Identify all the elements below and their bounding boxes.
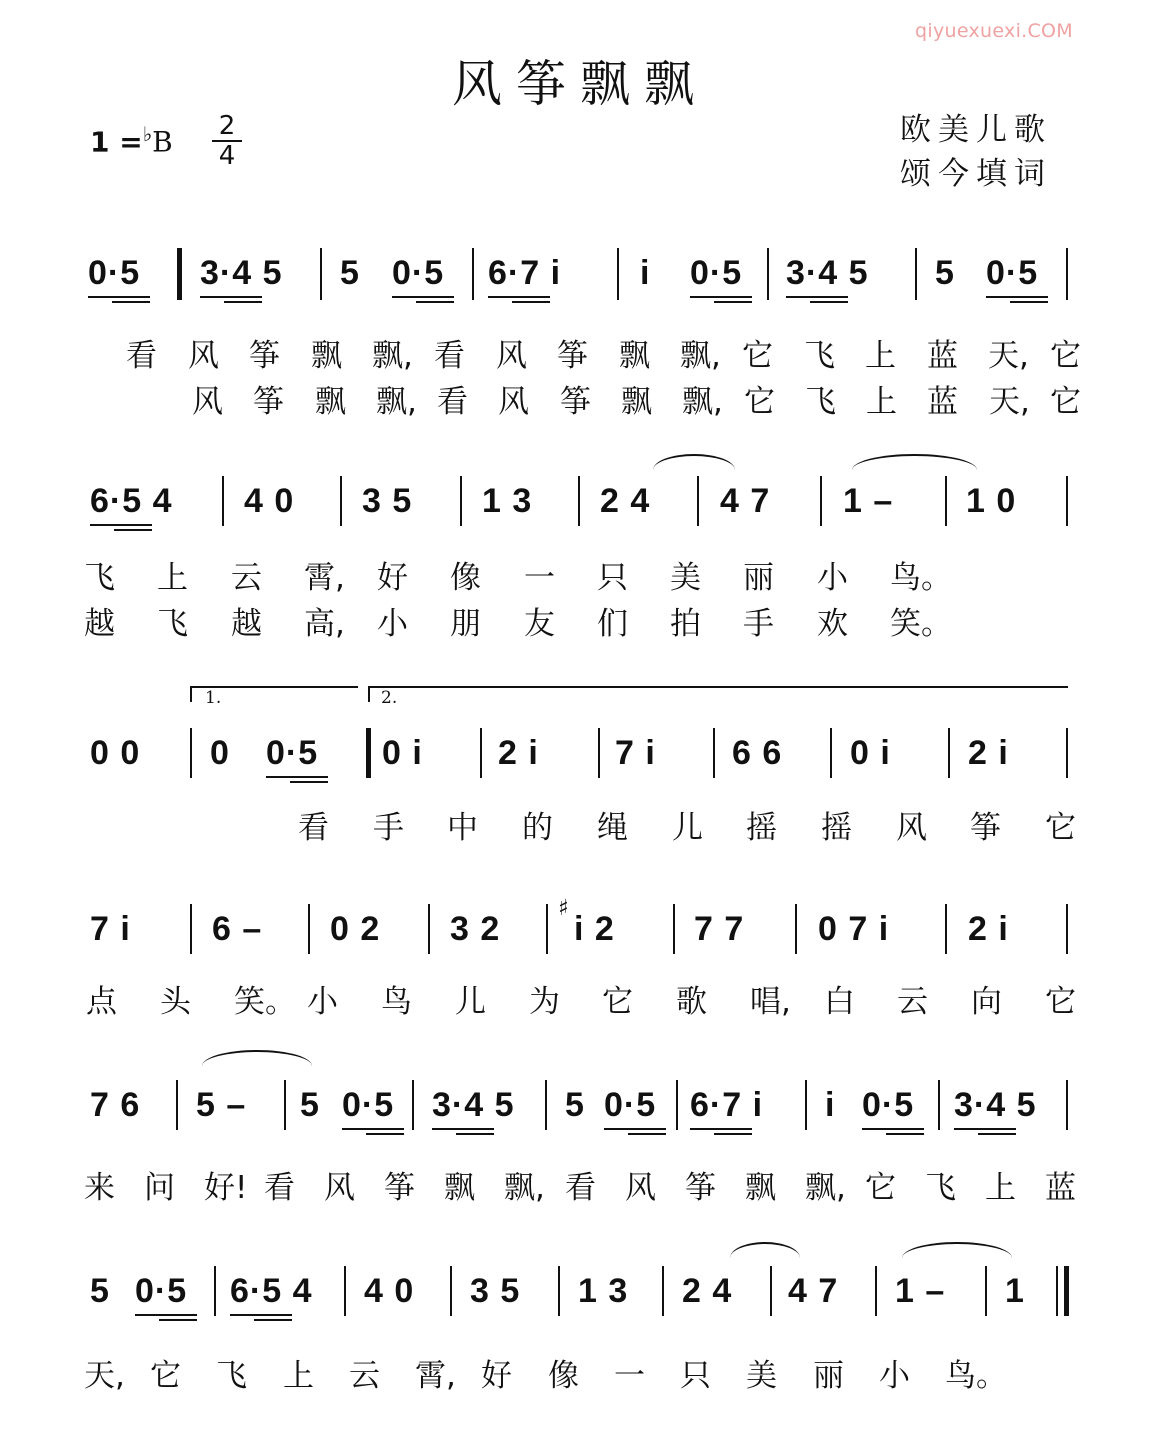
lyric-syllable: 飘,: [376, 384, 417, 420]
sharp-sign: ♯: [558, 896, 569, 921]
note-group: 2 i: [968, 734, 1009, 772]
barline: [428, 904, 430, 954]
lyric-syllable: 飞: [216, 1358, 247, 1394]
lyric-syllable: 飘,: [682, 384, 723, 420]
note-group: 1 –: [895, 1272, 946, 1310]
beam-underline: [159, 1319, 197, 1321]
beam-underline: [230, 1314, 292, 1316]
staff-line-5: [0, 1080, 1160, 1170]
note-group: 2 4: [682, 1272, 733, 1310]
note-group: 4 7: [720, 482, 771, 520]
beam-underline: [488, 296, 550, 298]
barline: [320, 248, 322, 300]
lyric-syllable: 风: [625, 1170, 656, 1206]
note-group: 1 –: [843, 482, 894, 520]
staff-line-6: [0, 1266, 1160, 1356]
note-group: 6·7 i: [488, 254, 562, 292]
note-group: 6 6: [732, 734, 783, 772]
lyric-syllable: 飞: [925, 1170, 956, 1206]
note-group: 1 0: [966, 482, 1017, 520]
beam-underline: [714, 301, 752, 303]
barline: [697, 476, 699, 526]
lyric-syllable: 越: [231, 606, 262, 642]
barline: [948, 728, 950, 778]
lyric-syllable: 天,: [989, 384, 1030, 420]
lyric-syllable: 上: [985, 1170, 1016, 1206]
lyric-syllable: 好!: [204, 1170, 248, 1206]
lyric-syllable: 风: [498, 384, 529, 420]
lyric-syllable: 鸟。: [890, 560, 952, 596]
note-group: 0·5: [342, 1086, 395, 1124]
lyric-syllable: 筝: [685, 1170, 716, 1206]
lyric-syllable: 鸟: [381, 984, 412, 1020]
lyric-syllable: 像: [450, 560, 481, 596]
barline: [545, 1080, 547, 1130]
note-group: 5: [340, 254, 360, 292]
lyric-syllable: 头: [160, 984, 191, 1020]
lyric-syllable: 笑。: [890, 606, 952, 642]
barline: [460, 476, 462, 526]
beam-underline: [714, 1133, 752, 1135]
lyric-syllable: 为: [529, 984, 560, 1020]
flat-sign: ♭: [142, 122, 153, 146]
lyric-syllable: 它: [602, 984, 633, 1020]
barline: [1066, 728, 1068, 778]
lyric-syllable: 丽: [813, 1358, 844, 1394]
note-group: 3·4 5: [954, 1086, 1037, 1124]
note-group: 0·5: [266, 734, 319, 772]
beam-underline: [200, 296, 262, 298]
note-group: 3 2: [450, 910, 501, 948]
key-signature: [90, 122, 173, 158]
lyric-syllable: 歌: [676, 984, 707, 1020]
beam-underline: [456, 1133, 494, 1135]
composer-credit: 欧美儿歌: [900, 112, 1052, 148]
lyric-syllable: 向: [971, 984, 1002, 1020]
note-group: 5 –: [196, 1086, 247, 1124]
time-bottom: 4: [218, 141, 236, 171]
barline: [1066, 248, 1068, 300]
note-group: 0·5: [690, 254, 743, 292]
note-group: 0 i: [382, 734, 423, 772]
beam-underline: [512, 301, 550, 303]
barline: [214, 1266, 216, 1316]
barline: [340, 476, 342, 526]
barline: [308, 904, 310, 954]
lyric-syllable: 美: [670, 560, 701, 596]
lyric-syllable: 飞: [84, 560, 115, 596]
beam-underline: [886, 1133, 924, 1135]
lyric-syllable: 来: [84, 1170, 115, 1206]
beam-underline: [254, 1319, 292, 1321]
lyric-syllable: 白: [824, 984, 855, 1020]
barline: [344, 1266, 346, 1316]
note-group: 3·4 5: [786, 254, 869, 292]
key-prefix: 1 =: [90, 125, 143, 159]
note-group: i 2: [574, 910, 615, 948]
barline: [945, 904, 947, 954]
beam-underline: [432, 1128, 494, 1130]
barline: [915, 248, 917, 300]
lyric-syllable: 飞: [157, 606, 188, 642]
lyric-syllable: 筝: [557, 338, 588, 374]
staff-line-1: [0, 248, 1160, 338]
note-group: 1: [1005, 1272, 1025, 1310]
lyric-syllable: 丽: [743, 560, 774, 596]
lyric-syllable: 儿: [455, 984, 486, 1020]
lyric-syllable: 手: [373, 810, 404, 846]
lyric-syllable: 它: [1045, 810, 1076, 846]
final-barline-thick: [1064, 1266, 1069, 1316]
lyric-syllable: 飘: [444, 1170, 475, 1206]
beam-underline: [290, 781, 328, 783]
barline: [830, 728, 832, 778]
lyric-syllable: 云: [231, 560, 262, 596]
lyric-syllable: 拍: [670, 606, 701, 642]
beam-underline: [954, 1128, 1016, 1130]
lyric-syllable: 上: [866, 384, 897, 420]
lyric-syllable: 蓝: [1045, 1170, 1076, 1206]
lyric-syllable: 它: [742, 338, 773, 374]
barline: [676, 1080, 678, 1130]
note-group: 6·5 4: [230, 1272, 313, 1310]
note-group: 0: [210, 734, 230, 772]
lyricist-credit: 颂今填词: [900, 156, 1052, 192]
lyric-syllable: 飘: [315, 384, 346, 420]
lyric-syllable: 上: [157, 560, 188, 596]
beam-underline: [224, 301, 262, 303]
barline: [805, 1080, 807, 1130]
barline: [598, 728, 600, 778]
note-group: 5: [90, 1272, 110, 1310]
lyric-syllable: 筝: [384, 1170, 415, 1206]
lyric-syllable: 小: [879, 1358, 910, 1394]
lyric-syllable: 蓝: [927, 384, 958, 420]
second-ending-label: 2.: [381, 688, 398, 708]
lyric-syllable: 越: [84, 606, 115, 642]
lyric-syllable: 美: [746, 1358, 777, 1394]
lyric-syllable: 好: [481, 1358, 512, 1394]
beam-underline: [690, 1128, 752, 1130]
lyric-syllable: 它: [865, 1170, 896, 1206]
lyric-syllable: 看: [264, 1170, 295, 1206]
lyric-syllable: 好: [377, 560, 408, 596]
note-group: 3 5: [470, 1272, 521, 1310]
beam-underline: [604, 1128, 666, 1130]
lyric-syllable: 问: [144, 1170, 175, 1206]
beam-underline: [416, 301, 454, 303]
note-group: 1 3: [578, 1272, 629, 1310]
note-group: 2 i: [968, 910, 1009, 948]
lyric-syllable: 看: [565, 1170, 596, 1206]
barline: [713, 728, 715, 778]
note-group: i: [825, 1086, 836, 1124]
barline: [578, 476, 580, 526]
lyric-syllable: 它: [1050, 338, 1081, 374]
lyric-syllable: 看: [437, 384, 468, 420]
repeat-end-barline: [366, 728, 371, 778]
barline: [190, 728, 192, 778]
barline: [472, 248, 474, 300]
lyric-syllable: 筝: [253, 384, 284, 420]
lyric-syllable: 友: [524, 606, 555, 642]
beam-underline: [986, 296, 1048, 298]
barline: [1066, 1080, 1068, 1130]
lyric-syllable: 欢: [817, 606, 848, 642]
beam-underline: [1010, 301, 1048, 303]
lyric-syllable: 绳: [597, 810, 628, 846]
second-ending-bracket: [368, 686, 1068, 702]
lyric-syllable: 点: [86, 984, 117, 1020]
barline: [412, 1080, 414, 1130]
note-group: 4 7: [788, 1272, 839, 1310]
barline: [1066, 904, 1068, 954]
note-group: 6·5 4: [90, 482, 173, 520]
barline: [546, 904, 548, 954]
watermark: qiyuexuexi.COM: [915, 20, 1073, 42]
barline: [767, 248, 769, 300]
note-group: 7 6: [90, 1086, 141, 1124]
lyric-syllable: 高,: [304, 606, 345, 642]
beam-underline: [810, 301, 848, 303]
note-group: 6 –: [212, 910, 263, 948]
lyric-syllable: 一: [614, 1358, 645, 1394]
beam-underline: [90, 524, 152, 526]
lyric-syllable: 摇: [821, 810, 852, 846]
lyric-syllable: 飘: [311, 338, 342, 374]
note-group: 5: [935, 254, 955, 292]
lyric-syllable: 蓝: [927, 338, 958, 374]
lyric-syllable: 霄,: [304, 560, 345, 596]
note-group: 1 3: [482, 482, 533, 520]
lyric-syllable: 筝: [560, 384, 591, 420]
barline: [480, 728, 482, 778]
note-group: 5: [300, 1086, 320, 1124]
final-barline-thin: [1056, 1266, 1058, 1316]
lyric-syllable: 鸟。: [945, 1358, 1007, 1394]
beam-underline: [114, 529, 152, 531]
lyric-syllable: 风: [324, 1170, 355, 1206]
lyric-syllable: 唱,: [750, 984, 791, 1020]
note-group: 0·5: [88, 254, 141, 292]
barline: [662, 1266, 664, 1316]
lyric-syllable: 们: [597, 606, 628, 642]
barline: [820, 476, 822, 526]
lyric-syllable: 风: [896, 810, 927, 846]
note-group: 0·5: [604, 1086, 657, 1124]
slur: [653, 454, 735, 470]
note-group: i: [640, 254, 651, 292]
lyric-syllable: 中: [447, 810, 478, 846]
lyric-syllable: 小: [307, 984, 338, 1020]
beam-underline: [88, 296, 150, 298]
slur: [202, 1050, 312, 1066]
note-group: 4 0: [364, 1272, 415, 1310]
lyric-syllable: 手: [743, 606, 774, 642]
lyric-syllable: 云: [897, 984, 928, 1020]
barline: [673, 904, 675, 954]
note-group: 2 i: [498, 734, 539, 772]
note-group: 0 i: [850, 734, 891, 772]
repeat-start-barline: [177, 248, 182, 300]
lyric-syllable: 飘,: [805, 1170, 846, 1206]
lyric-syllable: 只: [680, 1358, 711, 1394]
first-ending-label: 1.: [205, 688, 222, 708]
note-group: 5: [565, 1086, 585, 1124]
time-signature: [212, 112, 242, 170]
lyric-syllable: 风: [192, 384, 223, 420]
note-group: 3·4 5: [200, 254, 283, 292]
lyric-syllable: 看: [434, 338, 465, 374]
barline: [770, 1266, 772, 1316]
note-group: 0·5: [862, 1086, 915, 1124]
barline: [985, 1266, 987, 1316]
lyric-syllable: 的: [522, 810, 553, 846]
note-group: 7 7: [694, 910, 745, 948]
song-title: 风筝飘飘: [452, 55, 708, 113]
note-group: 0·5: [392, 254, 445, 292]
note-group: 6·7 i: [690, 1086, 764, 1124]
lyric-syllable: 云: [349, 1358, 380, 1394]
beam-underline: [266, 776, 328, 778]
lyric-syllable: 飘: [619, 338, 650, 374]
lyric-syllable: 它: [744, 384, 775, 420]
lyric-syllable: 飘: [745, 1170, 776, 1206]
lyric-syllable: 上: [865, 338, 896, 374]
barline: [222, 476, 224, 526]
lyric-syllable: 它: [1045, 984, 1076, 1020]
note-group: 7 i: [615, 734, 656, 772]
lyric-syllable: 笑。: [234, 984, 296, 1020]
lyric-syllable: 飞: [805, 384, 836, 420]
beam-underline: [342, 1128, 404, 1130]
lyric-syllable: 小: [377, 606, 408, 642]
lyric-syllable: 飞: [804, 338, 835, 374]
lyric-syllable: 朋: [450, 606, 481, 642]
lyric-syllable: 只: [597, 560, 628, 596]
beam-underline: [628, 1133, 666, 1135]
barline: [558, 1266, 560, 1316]
beam-underline: [690, 296, 752, 298]
barline: [938, 1080, 940, 1130]
lyric-syllable: 霄,: [415, 1358, 456, 1394]
lyric-syllable: 天,: [988, 338, 1029, 374]
barline: [1066, 476, 1068, 526]
lyric-syllable: 摇: [746, 810, 777, 846]
beam-underline: [366, 1133, 404, 1135]
note-group: 0 0: [90, 734, 141, 772]
beam-underline: [786, 296, 848, 298]
lyric-syllable: 上: [283, 1358, 314, 1394]
lyric-syllable: 飘,: [680, 338, 721, 374]
barline: [945, 476, 947, 526]
barline: [450, 1266, 452, 1316]
barline: [176, 1080, 178, 1130]
note-group: 3 5: [362, 482, 413, 520]
slur: [730, 1242, 800, 1258]
beam-underline: [112, 301, 150, 303]
beam-underline: [135, 1314, 197, 1316]
note-group: 0·5: [986, 254, 1039, 292]
note-group: 7 i: [90, 910, 131, 948]
lyric-syllable: 飘,: [504, 1170, 545, 1206]
lyric-syllable: 飘,: [372, 338, 413, 374]
lyric-syllable: 它: [1050, 384, 1081, 420]
lyric-syllable: 飘: [621, 384, 652, 420]
lyric-syllable: 筝: [249, 338, 280, 374]
slur: [902, 1242, 1012, 1258]
key-note: B: [152, 125, 173, 159]
lyric-syllable: 筝: [970, 810, 1001, 846]
lyric-syllable: 天,: [84, 1358, 125, 1394]
lyric-syllable: 一: [524, 560, 555, 596]
barline: [284, 1080, 286, 1130]
note-group: 0·5: [135, 1272, 188, 1310]
slur: [852, 454, 977, 470]
beam-underline: [862, 1128, 924, 1130]
lyric-syllable: 小: [817, 560, 848, 596]
time-top: 2: [212, 112, 242, 142]
note-group: 0 7 i: [818, 910, 890, 948]
lyric-syllable: 看: [126, 338, 157, 374]
note-group: 3·4 5: [432, 1086, 515, 1124]
note-group: 4 0: [244, 482, 295, 520]
lyric-syllable: 儿: [672, 810, 703, 846]
beam-underline: [392, 296, 454, 298]
barline: [795, 904, 797, 954]
barline: [617, 248, 619, 300]
lyric-syllable: 看: [298, 810, 329, 846]
note-group: 2 4: [600, 482, 651, 520]
beam-underline: [978, 1133, 1016, 1135]
note-group: 0 2: [330, 910, 381, 948]
barline: [190, 904, 192, 954]
lyric-syllable: 风: [496, 338, 527, 374]
lyric-syllable: 它: [150, 1358, 181, 1394]
lyric-syllable: 像: [548, 1358, 579, 1394]
barline: [875, 1266, 877, 1316]
lyric-syllable: 风: [188, 338, 219, 374]
